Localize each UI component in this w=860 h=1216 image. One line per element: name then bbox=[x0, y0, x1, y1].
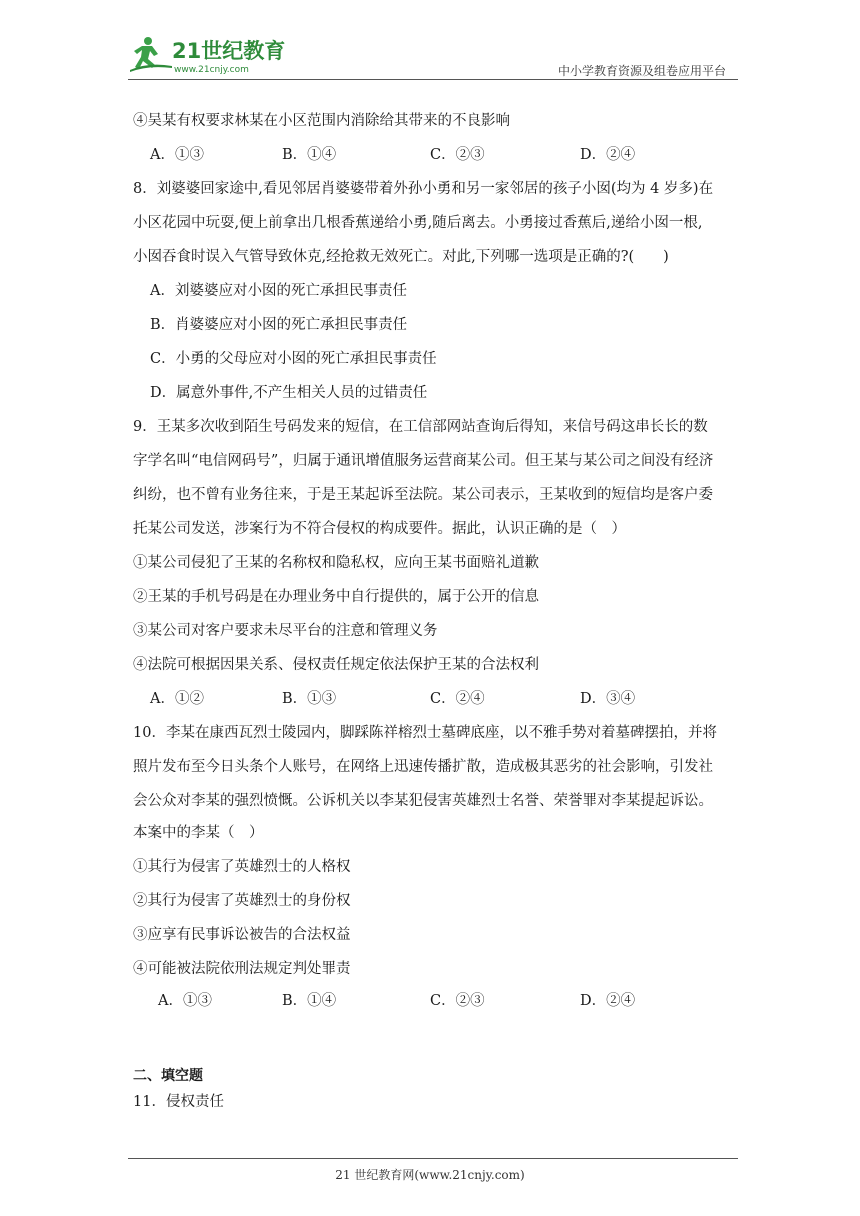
q7-option-d: D．②④ bbox=[580, 147, 636, 163]
q8-option-d: D．属意外事件,不产生相关人员的过错责任 bbox=[150, 385, 428, 401]
q7-statement-4: ④吴某有权要求林某在小区范围内消除给其带来的不良影响 bbox=[133, 113, 510, 129]
q9-stem-line-1: 9．王某多次收到陌生号码发来的短信，在工信部网站查询后得知，来信号码这串长长的数 bbox=[133, 419, 708, 435]
q10-stem-line-4: 本案中的李某（ ） bbox=[133, 825, 264, 841]
q7-option-c: C．②③ bbox=[430, 147, 485, 163]
q9-option-b: B．①③ bbox=[282, 691, 337, 707]
q9-statement-2: ②王某的手机号码是在办理业务中自行提供的，属于公开的信息 bbox=[133, 589, 539, 605]
q9-statement-3: ③某公司对客户要求未尽平台的注意和管理义务 bbox=[133, 623, 438, 639]
q10-statement-3: ③应享有民事诉讼被告的合法权益 bbox=[133, 927, 351, 943]
site-logo bbox=[128, 32, 298, 76]
q11-stem: 11．侵权责任 bbox=[133, 1094, 224, 1110]
footer-divider bbox=[128, 1158, 738, 1159]
q8-option-b: B．肖婆婆应对小囡的死亡承担民事责任 bbox=[150, 317, 408, 333]
section-title-fill-blank: 二、填空题 bbox=[133, 1068, 203, 1084]
q9-stem-line-4: 托某公司发送，涉案行为不符合侵权的构成要件。据此，认识正确的是（ ） bbox=[133, 521, 626, 537]
q7-option-b: B．①④ bbox=[282, 147, 337, 163]
q9-stem-line-2: 字学名叫“电信网码号”，归属于通讯增值服务运营商某公司。但王某与某公司之间没有经济 bbox=[133, 453, 714, 469]
q10-option-a: A．①③ bbox=[158, 993, 212, 1009]
logo-url: www.21cnjy.com bbox=[174, 65, 249, 75]
q10-option-b: B．①④ bbox=[282, 993, 337, 1009]
runner-icon bbox=[130, 37, 172, 72]
q10-statement-2: ②其行为侵害了英雄烈士的身份权 bbox=[133, 893, 351, 909]
q8-option-c: C．小勇的父母应对小囡的死亡承担民事责任 bbox=[150, 351, 437, 367]
q10-statement-4: ④可能被法院依刑法规定判处罪责 bbox=[133, 961, 351, 977]
q9-stem-line-3: 纠纷，也不曾有业务往来，于是王某起诉至法院。某公司表示，王某收到的短信均是客户委 bbox=[133, 487, 713, 503]
logo-text: 21世纪教育 bbox=[172, 39, 286, 63]
q9-statement-4: ④法院可根据因果关系、侵权责任规定依法保护王某的合法权利 bbox=[133, 657, 539, 673]
page-footer: 21 世纪教育网(www.21cnjy.com) bbox=[335, 1168, 525, 1182]
q8-stem-line-1: 8．刘婆婆回家途中,看见邻居肖婆婆带着外孙小勇和另一家邻居的孩子小囡(均为 4 岁多)在 bbox=[133, 181, 714, 197]
q10-stem-line-3: 会公众对李某的强烈愤慨。公诉机关以李某犯侵害英雄烈士名誉、荣誉罪对李某提起诉讼。 bbox=[133, 793, 713, 809]
q9-option-d: D．③④ bbox=[580, 691, 636, 707]
q10-statement-1: ①其行为侵害了英雄烈士的人格权 bbox=[133, 859, 351, 875]
q10-stem-line-1: 10．李某在康西瓦烈士陵园内，脚踩陈祥榕烈士墓碑底座，以不雅手势对着墓碑摆拍，并将 bbox=[133, 725, 717, 741]
q9-option-c: C．②④ bbox=[430, 691, 485, 707]
q9-statement-1: ①某公司侵犯了王某的名称权和隐私权，应向王某书面赔礼道歉 bbox=[133, 555, 539, 571]
q8-option-a: A．刘婆婆应对小囡的死亡承担民事责任 bbox=[150, 283, 407, 299]
q10-option-c: C．②③ bbox=[430, 993, 485, 1009]
q10-stem-line-2: 照片发布至今日头条个人账号，在网络上迅速传播扩散，造成极其恶劣的社会影响，引发社 bbox=[133, 759, 713, 775]
q8-stem-line-3: 小囡吞食时误入气管导致休克,经抢救无效死亡。对此,下列哪一选项是正确的?( ) bbox=[133, 249, 669, 265]
q10-option-d: D．②④ bbox=[580, 993, 636, 1009]
page-header bbox=[128, 28, 738, 80]
header-divider bbox=[128, 79, 738, 80]
site-title: 中小学教育资源及组卷应用平台 bbox=[557, 64, 726, 78]
q7-option-a: A．①③ bbox=[150, 147, 204, 163]
q9-option-a: A．①② bbox=[150, 691, 204, 707]
q8-stem-line-2: 小区花园中玩耍,便上前拿出几根香蕉递给小勇,随后离去。小勇接过香蕉后,递给小囡一根, bbox=[133, 215, 703, 231]
